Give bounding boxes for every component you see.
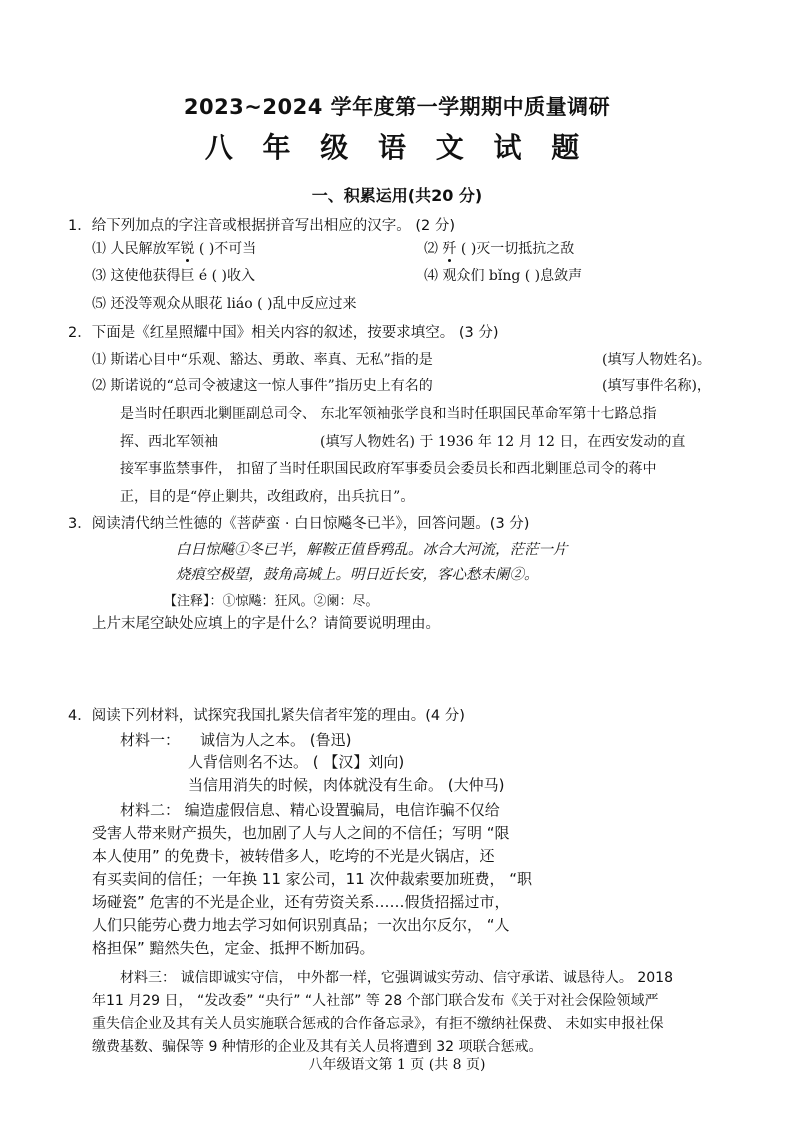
q2-line-5: 接军事监禁事件， 扣留了当时任职国民政府军事委员会委员长和西北剿匪总司令的蒋中 bbox=[120, 461, 657, 477]
q4-material-3-line: 年11 月29 日， “发改委” “央行” “人社部” 等 28 个部门联合发布《关于对社会保险领域严 bbox=[92, 993, 659, 1009]
q4-stem: 4．阅读下列材料，试探究我国扎紧失信者牢笼的理由。(4 分) bbox=[68, 708, 465, 724]
q2-line-3: 是当时任职西北剿匪副总司令、 东北军领袖张学良和当时任职国民革命军第十七路总指 bbox=[120, 406, 657, 422]
q4-material-2-line: 有买卖间的信任；一年换 11 家公司，11 次仲裁索要加班费， “职 bbox=[92, 870, 533, 888]
q1-stem: 1．给下列加点的字注音或根据拼音写出相应的汉字。 (2 分) bbox=[68, 218, 455, 234]
q4-material-2-line: 材料二： 编造虚假信息、精心设置骗局，电信诈骗不仅给 bbox=[120, 801, 500, 819]
q3-stem: 3．阅读清代纳兰性德的《菩萨蛮 · 白日惊飚冬已半》，回答问题。(3 分) bbox=[68, 516, 530, 532]
q1-item-4: ⑷ 观众们 bǐng ( )息敛声 bbox=[424, 268, 583, 284]
q3-annotation: 【注释】：①惊飚：狂风。②阑：尽。 bbox=[164, 594, 379, 609]
emphasis-dot-char: 锐 bbox=[180, 241, 195, 257]
q1-item-5: ⑸ 还没等观众从眼花 liáo ( )乱中反应过来 bbox=[92, 296, 357, 312]
exam-subtitle: 八 年 级 语 文 试 题 bbox=[204, 131, 590, 164]
q2-line-6: 正，目的是“停止剿共，改组政府，出兵抗日”。 bbox=[120, 489, 415, 505]
q4-material-3-line: 材料三： 诚信即诚实守信， 中外都一样，它强调诚实劳动、信守承诺、诚恳待人。 2018 bbox=[120, 970, 673, 986]
q1-item-3: ⑶ 这使他获得巨 é ( )收入 bbox=[92, 268, 256, 284]
exam-title: 2023~2024 学年度第一学期期中质量调研 bbox=[183, 95, 611, 119]
q2-stem: 2．下面是《红星照耀中国》相关内容的叙述，按要求填空。 (3 分) bbox=[68, 325, 499, 341]
q4-material-2-line: 本人使用” 的免费卡，被转借多人，吃垮的不光是火锅店，还 bbox=[92, 847, 495, 865]
q2-line-1a: ⑴ 斯诺心目中“乐观、豁达、勇敢、率真、无私”指的是 bbox=[92, 352, 433, 368]
q4-material-3-line: 重失信企业及其有关人员实施联合惩戒的合作备忘录》，有拒不缴纳社保费、 未如实申报社保 bbox=[92, 1016, 664, 1032]
page-footer: 八年级语文第 1 页 (共 8 页) bbox=[308, 1057, 486, 1073]
q4-material-1-quote-1: 诚信为人之本。 (鲁迅) bbox=[200, 731, 352, 749]
section-heading: 一、积累运用(共20 分) bbox=[311, 186, 483, 205]
q4-material-2-line: 受害人带来财产损失，也加剧了人与人之间的不信任；写明 “限 bbox=[92, 824, 510, 842]
q2-line-4b: (填写人物姓名) 于 1936 年 12 月 12 日，在西安发动的直 bbox=[320, 434, 686, 450]
q1-item-2: ⑵ 歼 ( )灭一切抵抗之敌 bbox=[424, 241, 575, 257]
q4-material-2-line: 格担保” 黯然失色，定金、抵押不断加码。 bbox=[92, 939, 375, 957]
q2-line-4a: 挥、西北军领袖 bbox=[120, 434, 218, 450]
q4-material-2-line: 场碰瓷” 危害的不光是企业，还有劳资关系……假货招摇过市， bbox=[92, 893, 510, 911]
q4-material-1-quote-2: 人背信则名不达。 ( 【汉】刘向) bbox=[188, 753, 405, 771]
q2-line-2b: (填写事件名称)， bbox=[602, 378, 711, 394]
q4-material-1-quote-3: 当信用消失的时候，肉体就没有生命。 (大仲马) bbox=[188, 776, 505, 794]
q1-item-1: ⑴ 人民解放军锐 ( )不可当 bbox=[92, 241, 257, 257]
q2-line-2a: ⑵ 斯诺说的“总司令被逮这一惊人事件”指历史上有名的 bbox=[92, 378, 433, 394]
q3-poem-line-2: 烧痕空极望，鼓角高城上。明日近长安，客心愁未阑②。 bbox=[176, 567, 539, 583]
q3-question: 上片末尾空缺处应填上的字是什么？请简要说明理由。 bbox=[92, 616, 440, 632]
q4-material-3-line: 缴费基数、骗保等 9 种情形的企业及其有关人员将遭到 32 项联合惩戒。 bbox=[92, 1039, 543, 1055]
emphasis-dot-char: 歼 bbox=[442, 241, 457, 257]
q2-line-1b: (填写人物姓名)。 bbox=[602, 352, 711, 368]
q3-poem-line-1: 白日惊飚①冬已半，解鞍正值昏鸦乱。冰合大河流，茫茫一片 bbox=[176, 542, 568, 558]
q4-material-1-label: 材料一： bbox=[120, 731, 181, 749]
q4-material-2-line: 人们只能劳心费力地去学习如何识别真品；一次出尔反尔， “人 bbox=[92, 916, 510, 934]
